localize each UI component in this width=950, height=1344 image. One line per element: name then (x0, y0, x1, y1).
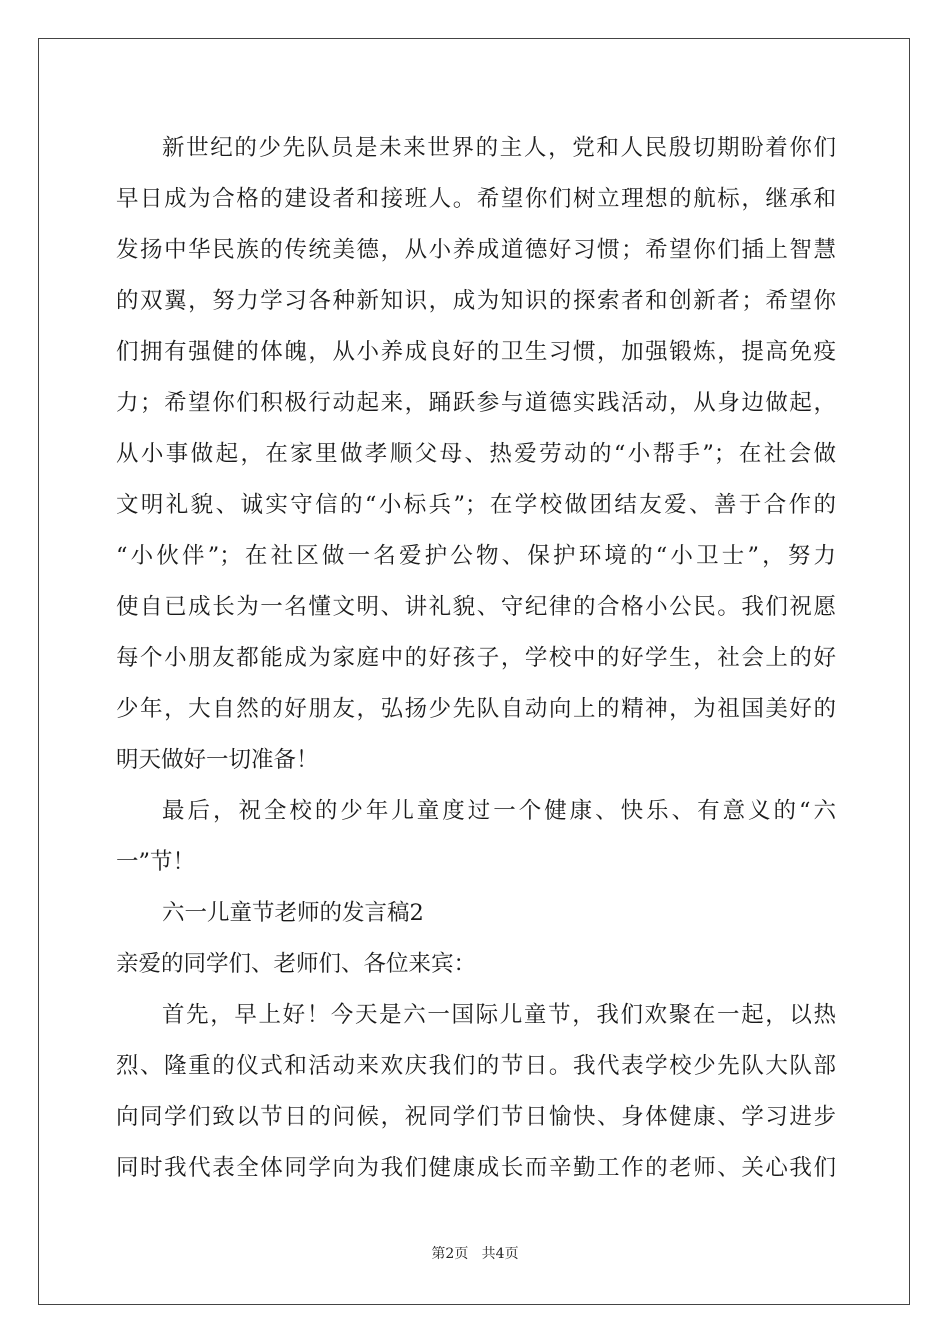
paragraph-2-line-1: 最后，祝全校的少年儿童度过一个健康、快乐、有意义的“六 (162, 798, 836, 824)
paragraph-1-line-10: 使自已成长为一名懂文明、讲礼貌、守纪律的合格小公民。我们祝愿 (116, 594, 836, 620)
paragraph-1-line-9: “小伙伴”；在社区做一名爱护公物、保护环境的“小卫士”，努力 (116, 543, 836, 569)
paragraph-5-line-4: 同时我代表全体同学向为我们健康成长而辛勤工作的老师、关心我们 (116, 1155, 836, 1181)
paragraph-1-line-5: 们拥有强健的体魄，从小养成良好的卫生习惯，加强锻炼，提高免疫 (116, 339, 836, 365)
paragraph-1-line-12: 少年，大自然的好朋友，弘扬少先队自动向上的精神，为祖国美好的 (116, 696, 836, 722)
paragraph-1-line-3: 发扬中华民族的传统美德，从小养成道德好习惯；希望你们插上智慧 (116, 237, 836, 263)
document-body (116, 128, 836, 1199)
paragraph-1-line-8: 文明礼貌、诚实守信的“小标兵”；在学校做团结友爱、善于合作的 (116, 492, 836, 518)
paragraph-1-line-6: 力；希望你们积极行动起来，踊跃参与道德实践活动，从身边做起， (116, 390, 836, 416)
paragraph-1-line-11: 每个小朋友都能成为家庭中的好孩子，学校中的好学生，社会上的好 (116, 645, 836, 671)
paragraph-1-line-13: 明天做好一切准备！ (116, 747, 319, 773)
paragraph-5-line-1: 首先，早上好！今天是六一国际儿童节，我们欢聚在一起，以热 (162, 1002, 836, 1028)
section-heading: 六一儿童节老师的发言稿2 (162, 900, 424, 926)
paragraph-2-line-2: 一”节！ (116, 849, 196, 875)
paragraph-1-line-1: 新世纪的少先队员是未来世界的主人，党和人民殷切期盼着你们 (162, 135, 836, 161)
paragraph-1-line-4: 的双翼，努力学习各种新知识，成为知识的探索者和创新者；希望你 (116, 288, 836, 314)
paragraph-5-line-3: 向同学们致以节日的问候，祝同学们节日愉快、身体健康、学习进步 (116, 1104, 836, 1130)
salutation: 亲爱的同学们、老师们、各位来宾： (116, 951, 477, 977)
paragraph-1-line-7: 从小事做起，在家里做孝顺父母、热爱劳动的“小帮手”；在社会做 (116, 441, 836, 467)
paragraph-1-line-2: 早日成为合格的建设者和接班人。希望你们树立理想的航标，继承和 (116, 186, 836, 212)
paragraph-5-line-2: 烈、隆重的仪式和活动来欢庆我们的节日。我代表学校少先队大队部 (116, 1053, 836, 1079)
page-number-footer: 第2页 共4页 (431, 1246, 519, 1262)
